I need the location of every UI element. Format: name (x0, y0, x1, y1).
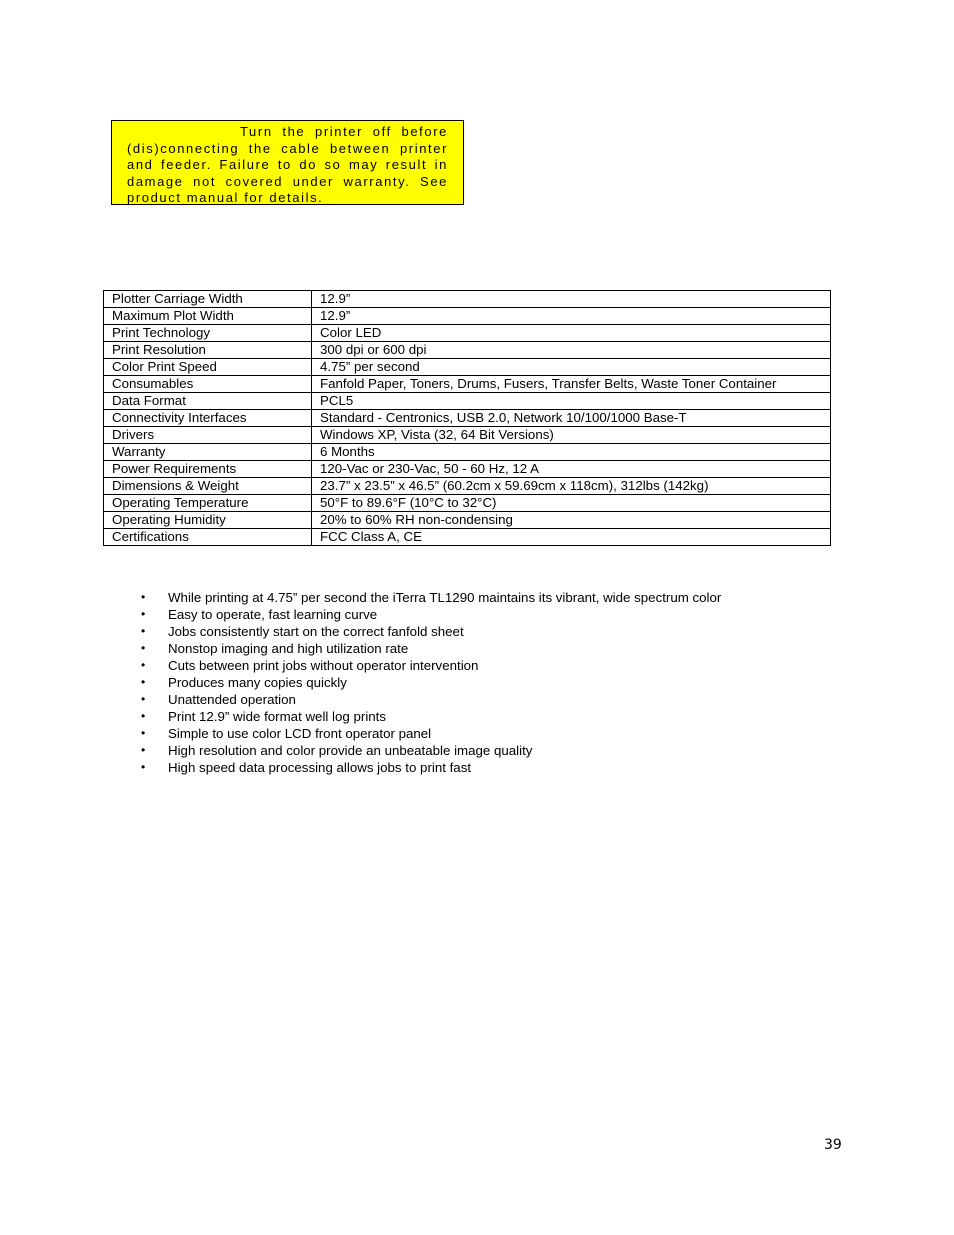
spec-label: Print Technology (104, 325, 312, 342)
spec-row (104, 325, 831, 342)
bullet-icon: • (141, 692, 146, 706)
spec-label: Color Print Speed (104, 359, 312, 376)
feature-text: High resolution and color provide an unbeatable image quality (168, 743, 533, 758)
spec-value: 20% to 60% RH non-condensing (312, 512, 831, 529)
feature-text: Jobs consistently start on the correct fanfold sheet (168, 624, 464, 639)
spec-value: Fanfold Paper, Toners, Drums, Fusers, Transfer Belts, Waste Toner Container (312, 376, 831, 393)
feature-text: Cuts between print jobs without operator intervention (168, 658, 479, 673)
spec-label: Operating Temperature (104, 495, 312, 512)
feature-text: Produces many copies quickly (168, 675, 347, 690)
warning-text: Turn the printer off before (dis)connecting the cable between printer and feeder. Failure to do so may result in damage not covered under warranty. See product manual for details. (127, 124, 448, 205)
spec-value: PCL5 (312, 393, 831, 410)
spec-row (104, 376, 831, 393)
spec-row (104, 529, 831, 546)
feature-item (139, 759, 721, 776)
spec-label: Operating Humidity (104, 512, 312, 529)
feature-text: Unattended operation (168, 692, 296, 707)
spec-label: Warranty (104, 444, 312, 461)
spec-row (104, 359, 831, 376)
warning-box (111, 120, 464, 205)
feature-item (139, 742, 721, 759)
spec-label: Consumables (104, 376, 312, 393)
bullet-icon: • (141, 726, 146, 740)
spec-row (104, 478, 831, 495)
feature-text: High speed data processing allows jobs to print fast (168, 760, 472, 775)
spec-row (104, 410, 831, 427)
bullet-icon: • (141, 624, 146, 638)
feature-text: Easy to operate, fast learning curve (168, 607, 378, 622)
feature-list (139, 589, 721, 776)
feature-text: While printing at 4.75” per second the iTerra TL1290 maintains its vibrant, wide spectrum color (168, 590, 722, 605)
feature-text: Simple to use color LCD front operator panel (168, 726, 432, 741)
spec-label: Maximum Plot Width (104, 308, 312, 325)
spec-label: Certifications (104, 529, 312, 546)
spec-table (103, 290, 831, 546)
bullet-icon: • (141, 760, 146, 774)
spec-row (104, 291, 831, 308)
spec-row (104, 461, 831, 478)
feature-item (139, 623, 721, 640)
spec-row (104, 495, 831, 512)
spec-row (104, 512, 831, 529)
spec-value: 12.9” (312, 291, 831, 308)
page-number: 39 (824, 1137, 842, 1153)
spec-label: Connectivity Interfaces (104, 410, 312, 427)
spec-label: Dimensions & Weight (104, 478, 312, 495)
feature-item (139, 606, 721, 623)
feature-item (139, 589, 721, 606)
spec-label: Print Resolution (104, 342, 312, 359)
bullet-icon: • (141, 709, 146, 723)
spec-label: Power Requirements (104, 461, 312, 478)
spec-value: 120-Vac or 230-Vac, 50 - 60 Hz, 12 A (312, 461, 831, 478)
bullet-icon: • (141, 590, 146, 604)
feature-item (139, 674, 721, 691)
spec-value: 50°F to 89.6°F (10°C to 32°C) (312, 495, 831, 512)
spec-row (104, 393, 831, 410)
spec-value: Standard - Centronics, USB 2.0, Network 10/100/1000 Base-T (312, 410, 831, 427)
feature-item (139, 725, 721, 742)
bullet-icon: • (141, 658, 146, 672)
spec-label: Drivers (104, 427, 312, 444)
feature-text: Nonstop imaging and high utilization rate (168, 641, 409, 656)
feature-item (139, 708, 721, 725)
spec-row (104, 342, 831, 359)
feature-item (139, 657, 721, 674)
spec-value: 4.75” per second (312, 359, 831, 376)
spec-value: FCC Class A, CE (312, 529, 831, 546)
spec-value: 6 Months (312, 444, 831, 461)
bullet-icon: • (141, 641, 146, 655)
feature-item (139, 640, 721, 657)
bullet-icon: • (141, 743, 146, 757)
spec-label: Plotter Carriage Width (104, 291, 312, 308)
bullet-icon: • (141, 675, 146, 689)
spec-value: Windows XP, Vista (32, 64 Bit Versions) (312, 427, 831, 444)
spec-row (104, 427, 831, 444)
spec-value: 12.9” (312, 308, 831, 325)
bullet-icon: • (141, 607, 146, 621)
spec-table-body (104, 291, 831, 546)
feature-text: Print 12.9” wide format well log prints (168, 709, 387, 724)
spec-label: Data Format (104, 393, 312, 410)
spec-value: 300 dpi or 600 dpi (312, 342, 831, 359)
spec-value: Color LED (312, 325, 831, 342)
feature-item (139, 691, 721, 708)
spec-value: 23.7” x 23.5” x 46.5” (60.2cm x 59.69cm x 118cm), 312lbs (142kg) (312, 478, 831, 495)
spec-row (104, 308, 831, 325)
spec-row (104, 444, 831, 461)
